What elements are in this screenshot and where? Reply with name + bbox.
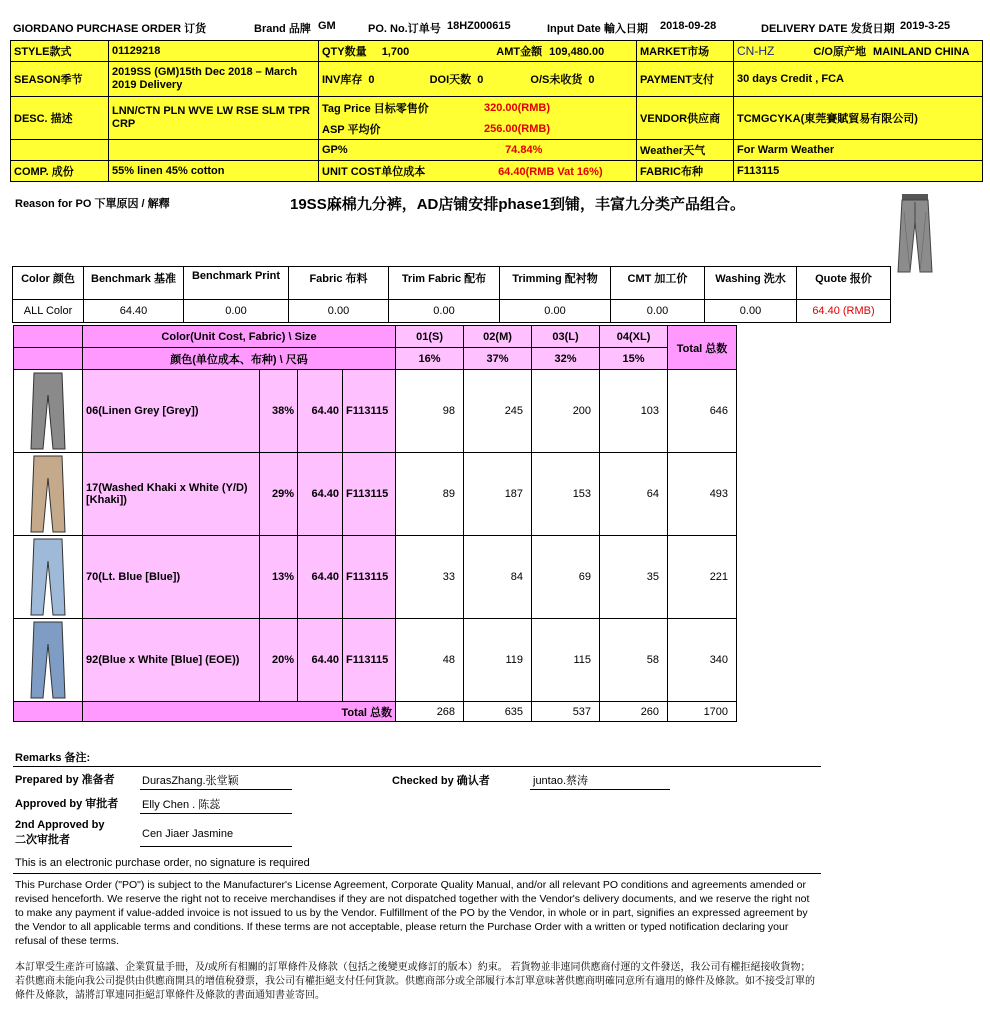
row-total: 221 (668, 536, 737, 619)
cost-value-quote: 64.40 (RMB) (797, 300, 891, 323)
input-date-label: Input Date 輸入日期 (547, 23, 648, 35)
row-fabric: F113115 (343, 536, 396, 619)
qty-label: QTY数量 (322, 46, 367, 58)
row-pct: 29% (260, 453, 298, 536)
row-pct: 20% (260, 619, 298, 702)
cost-header-quote: Quote 报价 (797, 267, 891, 300)
pants-icon (28, 620, 68, 700)
row-cost: 64.40 (298, 619, 343, 702)
pants-icon (28, 454, 68, 534)
cost-value-color: ALL Color (13, 300, 84, 323)
vendor-label: VENDOR供应商 (637, 97, 734, 140)
size-s-label: 01(S) (396, 326, 464, 348)
desc-label: DESC. 描述 (11, 97, 109, 140)
size-m-pct: 37% (464, 348, 532, 370)
approved2-by: Cen Jiaer Jasmine (142, 828, 234, 840)
gp-label: GP% (322, 144, 348, 156)
asp-label: ASP 平均价 (322, 123, 381, 136)
pants-icon (894, 192, 936, 276)
approved-label: Approved by 审批者 (15, 798, 119, 810)
checked-label: Checked by 确认者 (392, 775, 490, 787)
row-color: 70(Lt. Blue [Blue]) (83, 536, 260, 619)
co-value: MAINLAND CHINA (873, 46, 970, 58)
brand-label: Brand 品牌 (254, 23, 311, 35)
qty-xl: 64 (600, 453, 668, 536)
payment-value: 30 days Credit , FCA (734, 62, 983, 97)
checked-by: juntao.蔡涛 (533, 775, 589, 787)
matrix-total-header: Total 总数 (668, 326, 737, 370)
prepared-by: DurasZhang.张堂颖 (142, 775, 239, 787)
inventory-cell (319, 62, 637, 97)
qty-xl: 35 (600, 536, 668, 619)
qty-s: 98 (396, 370, 464, 453)
size-m-label: 02(M) (464, 326, 532, 348)
qty-l: 69 (532, 536, 600, 619)
unit-cost-label: UNIT COST单位成本 (322, 166, 426, 178)
row-cost: 64.40 (298, 453, 343, 536)
row-fabric: F113115 (343, 619, 396, 702)
cost-header-fabric: Fabric 布料 (289, 267, 389, 300)
matrix-header-line2: 颜色(单位成本、布种) \ 尺码 (83, 348, 396, 370)
cost-value-fabric: 0.00 (289, 300, 389, 323)
size-xl-pct: 15% (600, 348, 668, 370)
tag-price-label: Tag Price 目标零售价 (322, 102, 429, 115)
amt-label: AMT金额 (496, 46, 543, 58)
size-l-label: 03(L) (532, 326, 600, 348)
approved2-label-zh: 二次审批者 (15, 834, 70, 846)
payment-label: PAYMENT支付 (637, 62, 734, 97)
fabric-value: F113115 (734, 161, 983, 182)
divider (13, 766, 821, 767)
cost-header-trimming: Trimming 配衬物 (500, 267, 611, 300)
approved2-label-en: 2nd Approved by (15, 819, 105, 831)
market-value: CN-HZ (737, 44, 775, 58)
cost-breakdown-table (12, 266, 891, 323)
tag-price-value: 320.00(RMB) (484, 101, 551, 114)
reason-label: Reason for PO 下單原因 / 解釋 (15, 198, 170, 210)
desc-value: LNN/CTN PLN WVE LW RSE SLM TPR CRP (109, 97, 319, 140)
swatch-cell (14, 536, 83, 619)
po-info-table (10, 40, 983, 182)
table-row (14, 370, 737, 453)
size-l-pct: 32% (532, 348, 600, 370)
divider (140, 813, 292, 814)
row-cost: 64.40 (298, 536, 343, 619)
electronic-note: This is an electronic purchase order, no signature is required (15, 857, 310, 869)
qty-l: 200 (532, 370, 600, 453)
cost-value-benchmark: 64.40 (84, 300, 184, 323)
gp-value: 74.84% (505, 144, 543, 156)
comp-value: 55% linen 45% cotton (109, 161, 319, 182)
row-total: 646 (668, 370, 737, 453)
po-number: 18HZ000615 (447, 20, 511, 32)
inv-label: INV库存 (322, 74, 363, 86)
qty-m: 119 (464, 619, 532, 702)
swatch-cell (14, 370, 83, 453)
style-label: STYLE款式 (11, 41, 109, 62)
fabric-label: FABRIC布种 (637, 161, 734, 182)
co-label: C/O原产地 (813, 46, 866, 58)
product-thumbnail (894, 192, 936, 281)
swatch-cell (14, 453, 83, 536)
weather-value: For Warm Weather (734, 140, 983, 161)
qty-s: 33 (396, 536, 464, 619)
cost-header-cmt: CMT 加工价 (611, 267, 705, 300)
grand-total: 1700 (668, 702, 737, 722)
price-cell (319, 97, 637, 140)
qty-amt-cell (319, 41, 637, 62)
po-title: GIORDANO PURCHASE ORDER 订货 (13, 23, 207, 35)
matrix-footer-label: Total 总数 (83, 702, 396, 722)
size-s-pct: 16% (396, 348, 464, 370)
cost-value-washing: 0.00 (705, 300, 797, 323)
style-value: 01129218 (109, 41, 319, 62)
cost-header-benchmark: Benchmark 基准 (84, 267, 184, 300)
row-pct: 13% (260, 536, 298, 619)
row-pct: 38% (260, 370, 298, 453)
row-fabric: F113115 (343, 370, 396, 453)
brand-value: GM (318, 20, 336, 32)
amt-value: 109,480.00 (549, 46, 605, 58)
season-label: SEASON季节 (11, 62, 109, 97)
qty-xl: 103 (600, 370, 668, 453)
po-number-label: PO. No.订单号 (368, 23, 441, 35)
doi-value: 0 (477, 74, 484, 86)
matrix-header-line1: Color(Unit Cost, Fabric) \ Size (83, 326, 396, 348)
size-matrix-table (13, 325, 737, 722)
unit-cost-value: 64.40(RMB Vat 16%) (498, 166, 603, 178)
qty-l: 153 (532, 453, 600, 536)
comp-label: COMP. 成份 (11, 161, 109, 182)
total-m: 635 (464, 702, 532, 722)
table-row (14, 619, 737, 702)
size-xl-label: 04(XL) (600, 326, 668, 348)
qty-s: 89 (396, 453, 464, 536)
delivery-date-label: DELIVERY DATE 发货日期 (761, 23, 895, 35)
divider (140, 846, 292, 847)
qty-value: 1,700 (381, 46, 410, 58)
delivery-date: 2019-3-25 (900, 20, 951, 32)
row-color: 06(Linen Grey [Grey]) (83, 370, 260, 453)
total-xl: 260 (600, 702, 668, 722)
cost-value-cmt: 0.00 (611, 300, 705, 323)
cost-header-trim-fabric: Trim Fabric 配布 (389, 267, 500, 300)
weather-label: Weather天气 (637, 140, 734, 161)
asp-value: 256.00(RMB) (484, 122, 551, 135)
approved-by: Elly Chen . 陈蕊 (142, 799, 221, 811)
qty-m: 187 (464, 453, 532, 536)
pants-icon (28, 371, 68, 451)
reason-text: 19SS麻棉九分裤，AD店铺安排phase1到铺，丰富九分类产品组合。 (290, 196, 746, 213)
row-total: 493 (668, 453, 737, 536)
market-co-cell (734, 41, 983, 62)
os-label: O/S未收货 (530, 74, 583, 86)
market-label: MARKET市场 (637, 41, 734, 62)
vendor-value: TCMGCYKA(東莞賽賦貿易有限公司) (734, 97, 983, 140)
row-color: 92(Blue x White [Blue] (EOE)) (83, 619, 260, 702)
cost-value-trim-fabric: 0.00 (389, 300, 500, 323)
divider (530, 789, 670, 790)
row-cost: 64.40 (298, 370, 343, 453)
legal-english: This Purchase Order ("PO") is subject to the Manufacturer's License Agreement, Corporate Quality Manual, and/or all relevant PO conditions and agreements amended or revised henceforth. We reserve the right not to receive merchandises if they are not dispatched together with the Vendor's delivery documents, and we reserve the right not to make any payment if value-added invoice is not issued to us by the Vendor. Fulfillment of the PO by the Vendor, in whole or in part, signifies an expressed agreement by the Vendor to all applicable terms and conditions. If these terms are not acceptable, please return the Purchase Order with a written or typed notification declaring your refusal of these terms. (15, 879, 810, 947)
unit-cost-cell (319, 161, 637, 182)
divider (13, 873, 821, 874)
qty-xl: 58 (600, 619, 668, 702)
os-value: 0 (588, 74, 595, 86)
divider (140, 789, 292, 790)
legal-chinese: 本訂單受生產許可協議、企業質量手冊，及/或所有相關的訂單條件及條款（包括之後變更或修訂的版本）約束。 若貨物並非連同供應商付運的文件發送，我公司有權拒絕接收貨物；若供應商未能向我公司提供由供應商開具的增值稅發票，我公司有權拒絕支付任何貨款。供應商部分或全部履行本訂單意味著供應商明確同意所有適用的條件及條款。如不接受訂單的條件及條款，請將訂單連同拒絕訂單條件及條款的書面通知書並寄回。 (15, 962, 815, 1001)
table-row (14, 536, 737, 619)
cost-header-color: Color 颜色 (13, 267, 84, 300)
gp-cell (319, 140, 637, 161)
prepared-label: Prepared by 准备者 (15, 774, 115, 786)
table-row (14, 453, 737, 536)
row-color: 17(Washed Khaki x White (Y/D) [Khaki]) (83, 453, 260, 536)
qty-m: 84 (464, 536, 532, 619)
cost-header-washing: Washing 洗水 (705, 267, 797, 300)
total-s: 268 (396, 702, 464, 722)
swatch-cell (14, 619, 83, 702)
inv-value: 0 (368, 74, 375, 86)
input-date: 2018-09-28 (660, 20, 717, 32)
cost-header-benchmark-print: Benchmark Print (184, 267, 289, 300)
qty-s: 48 (396, 619, 464, 702)
cost-value-trimming: 0.00 (500, 300, 611, 323)
qty-l: 115 (532, 619, 600, 702)
season-value: 2019SS (GM)15th Dec 2018 – March 2019 Delivery (109, 62, 319, 97)
total-l: 537 (532, 702, 600, 722)
doi-label: DOI天数 (429, 74, 472, 86)
pants-icon (28, 537, 68, 617)
cost-value-benchmark-print: 0.00 (184, 300, 289, 323)
qty-m: 245 (464, 370, 532, 453)
remarks-label: Remarks 备注: (15, 752, 91, 764)
row-fabric: F113115 (343, 453, 396, 536)
row-total: 340 (668, 619, 737, 702)
